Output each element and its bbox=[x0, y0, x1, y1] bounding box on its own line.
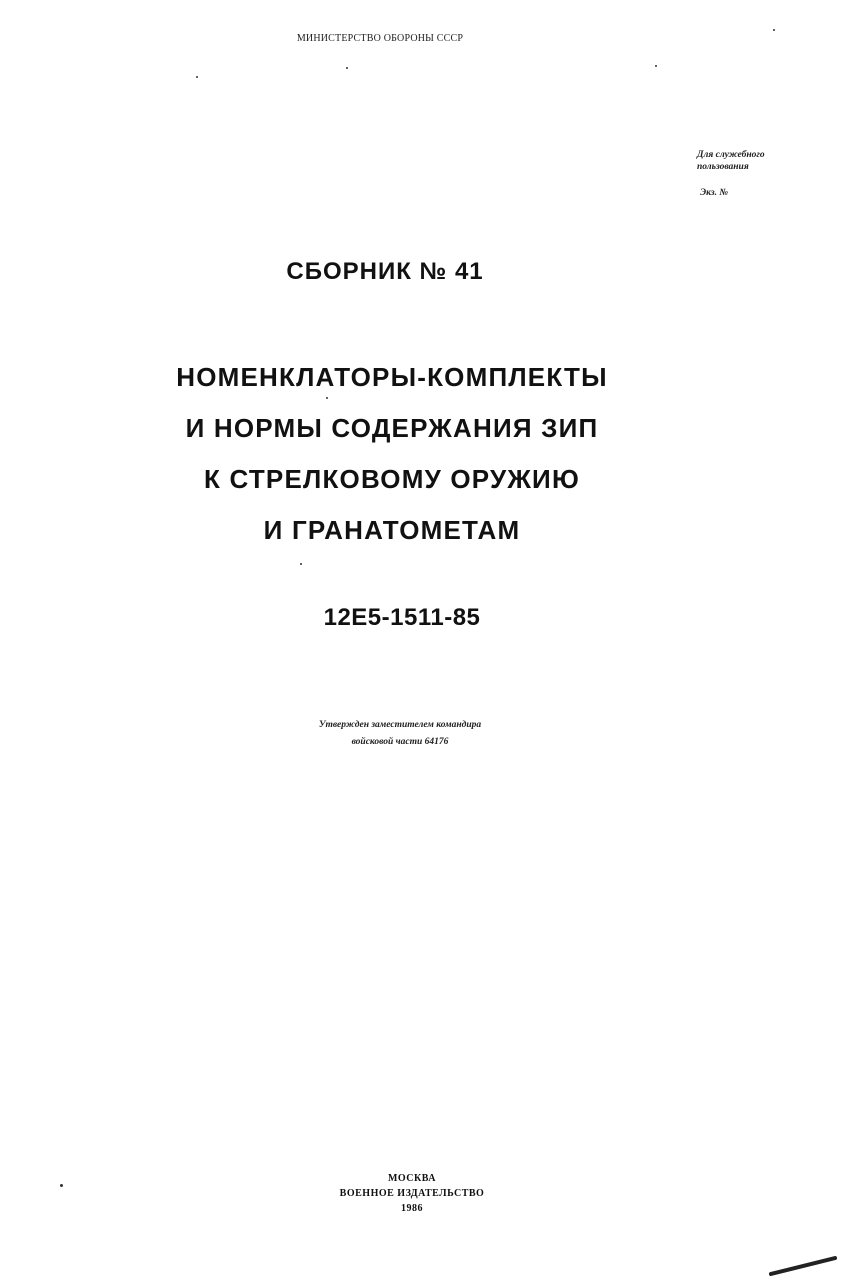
scan-speck bbox=[60, 1184, 63, 1187]
copy-number: Экз. № bbox=[700, 188, 729, 198]
restricted-line-1: Для служебного bbox=[697, 150, 765, 160]
collection-number: СБОРНИК № 41 bbox=[286, 258, 484, 285]
title-line-4: И ГРАНАТОМЕТАМ bbox=[263, 515, 521, 545]
approval-line-2: войсковой части 64176 bbox=[351, 737, 449, 747]
scan-speck bbox=[326, 397, 328, 399]
document-code: 12Е5-1511-85 bbox=[323, 604, 481, 631]
imprint-publisher: ВОЕННОЕ ИЗДАТЕЛЬСТВО bbox=[339, 1188, 485, 1199]
ministry-name: МИНИСТЕРСТВО ОБОРОНЫ СССР bbox=[296, 33, 464, 44]
approval-note bbox=[0, 717, 800, 751]
publisher-imprint bbox=[0, 1171, 824, 1216]
restricted-notice bbox=[697, 149, 765, 173]
document-title bbox=[0, 352, 784, 556]
scan-speck bbox=[196, 76, 198, 78]
scan-speck bbox=[773, 29, 775, 31]
scan-speck bbox=[655, 65, 657, 67]
title-line-3: К СТРЕЛКОВОМУ ОРУЖИЮ bbox=[204, 464, 580, 494]
scan-speck bbox=[346, 67, 348, 69]
approval-line-1: Утвержден заместителем командира bbox=[318, 720, 482, 730]
imprint-city: МОСКВА bbox=[387, 1173, 437, 1184]
title-line-2: И НОРМЫ СОДЕРЖАНИЯ ЗИП bbox=[185, 413, 599, 443]
restricted-line-2: пользования bbox=[697, 162, 749, 172]
scan-speck bbox=[300, 563, 302, 565]
scan-mark bbox=[769, 1256, 838, 1277]
imprint-year: 1986 bbox=[401, 1203, 423, 1214]
title-line-1: НОМЕНКЛАТОРЫ-КОМПЛЕКТЫ bbox=[176, 362, 608, 392]
